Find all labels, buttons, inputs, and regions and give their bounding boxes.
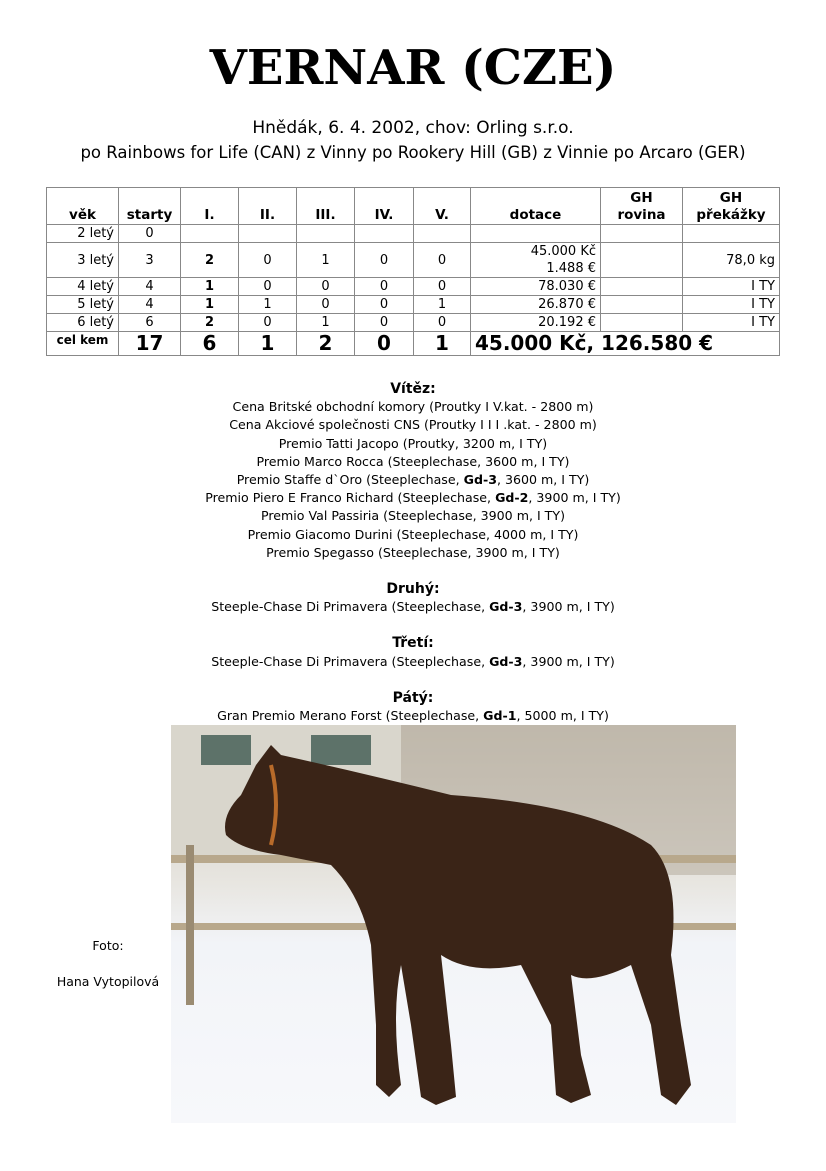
cell-p4: 0 [355, 314, 414, 332]
race-entry [0, 507, 826, 525]
race-entry-pre: Cena Britské obchodní komory (Proutky I V.kat. - 2800 m) [232, 399, 594, 415]
cell-gh_flat [601, 225, 683, 243]
cell-age: 2 letý [47, 225, 119, 243]
race-entry-bold: Gd-1 [483, 708, 517, 724]
horse-photo [171, 725, 736, 1123]
race-entry [0, 544, 826, 562]
total-label: cel kem [47, 332, 119, 356]
cell-starts: 6 [119, 314, 181, 332]
column-header: I. [181, 188, 239, 225]
cell-prize [471, 225, 601, 243]
table-row [47, 225, 780, 243]
cell-p3: 1 [297, 243, 355, 278]
cell-p4: 0 [355, 296, 414, 314]
race-entry-pre: Premio Spegasso (Steeplechase, 3900 m, I TY) [266, 544, 560, 560]
section-heading: Druhý: [386, 581, 440, 598]
cell-age: 5 letý [47, 296, 119, 314]
race-entry [0, 653, 826, 671]
race-entry-bold: Gd-3 [489, 599, 523, 615]
column-header: GH překážky [683, 188, 780, 225]
total-p3: 2 [297, 332, 355, 356]
total-row [47, 332, 780, 356]
result-section [0, 580, 826, 616]
table-row [47, 278, 780, 296]
total-prize: 45.000 Kč, 126.580 € [471, 332, 780, 356]
column-header: starty [119, 188, 181, 225]
cell-gh_flat [601, 278, 683, 296]
column-header: IV. [355, 188, 414, 225]
total-p1: 6 [181, 332, 239, 356]
race-entry-pre: Premio Piero E Franco Richard (Steeplechase, [205, 490, 496, 506]
total-p2: 1 [239, 332, 297, 356]
cell-p3 [297, 225, 355, 243]
cell-age: 6 letý [47, 314, 119, 332]
cell-p1: 1 [181, 278, 239, 296]
race-entry-pre: Steeple-Chase Di Primavera (Steeplechase, [211, 653, 490, 669]
column-header: věk [47, 188, 119, 225]
total-p4: 0 [355, 332, 414, 356]
cell-starts: 3 [119, 243, 181, 278]
cell-prize: 45.000 Kč 1.488 € [471, 243, 601, 278]
cell-gh_jump: I TY [683, 278, 780, 296]
column-header: III. [297, 188, 355, 225]
result-section [0, 380, 826, 562]
cell-p5: 0 [414, 278, 471, 296]
photo-author: Hana Vytopilová [56, 974, 160, 989]
column-header: II. [239, 188, 297, 225]
column-header: dotace [471, 188, 601, 225]
horse-info: Hnědák, 6. 4. 2002, chov: Orling s.r.o. [252, 118, 574, 138]
race-entry [0, 526, 826, 544]
cell-p3: 0 [297, 278, 355, 296]
cell-gh_jump [683, 225, 780, 243]
race-entry-post: , 3600 m, I TY) [496, 472, 590, 488]
total-starts: 17 [119, 332, 181, 356]
cell-p5: 1 [414, 296, 471, 314]
race-entry [0, 471, 826, 489]
race-entry-post: , 3900 m, I TY) [528, 490, 621, 506]
race-entry [0, 453, 826, 471]
cell-p3: 0 [297, 296, 355, 314]
cell-p5: 0 [414, 314, 471, 332]
cell-p4 [355, 225, 414, 243]
cell-gh_flat [601, 296, 683, 314]
table-row [47, 314, 780, 332]
cell-p2: 1 [239, 296, 297, 314]
cell-gh_flat [601, 314, 683, 332]
race-entry-pre: Steeple-Chase Di Primavera (Steeplechase, [211, 599, 490, 615]
photo-caption-label: Foto: [92, 938, 124, 953]
column-header: GH rovina [601, 188, 683, 225]
race-entry [0, 416, 826, 434]
cell-prize: 26.870 € [471, 296, 601, 314]
cell-p5: 0 [414, 243, 471, 278]
section-heading: Pátý: [392, 689, 434, 706]
race-entry-pre: Premio Tatti Jacopo (Proutky, 3200 m, I TY) [278, 435, 548, 451]
cell-p2 [239, 225, 297, 243]
table-header-row [47, 188, 780, 225]
race-entry-pre: Premio Marco Rocca (Steeplechase, 3600 m, I TY) [256, 453, 570, 469]
result-section [0, 689, 826, 725]
race-entry-bold: Gd-3 [489, 653, 523, 669]
pedigree: po Rainbows for Life (CAN) z Vinny po Rookery Hill (GB) z Vinnie po Arcaro (GER) [80, 143, 746, 162]
cell-p3: 1 [297, 314, 355, 332]
cell-age: 3 letý [47, 243, 119, 278]
cell-p4: 0 [355, 278, 414, 296]
race-entry-post: , 3900 m, I TY) [522, 599, 615, 615]
cell-p1: 2 [181, 243, 239, 278]
race-entry [0, 435, 826, 453]
cell-gh_jump: I TY [683, 296, 780, 314]
column-header: V. [414, 188, 471, 225]
total-p5: 1 [414, 332, 471, 356]
cell-starts: 4 [119, 278, 181, 296]
cell-age: 4 letý [47, 278, 119, 296]
race-entry-bold: Gd-3 [463, 472, 497, 488]
table-row [47, 243, 780, 278]
race-entry [0, 398, 826, 416]
race-entry-post: , 3900 m, I TY) [522, 653, 615, 669]
cell-p2: 0 [239, 243, 297, 278]
race-entry-pre: Premio Staffe d`Oro (Steeplechase, [236, 472, 464, 488]
race-entry-post: , 5000 m, I TY) [516, 708, 609, 724]
cell-p1: 1 [181, 296, 239, 314]
cell-p2: 0 [239, 314, 297, 332]
race-results [0, 380, 826, 725]
race-entry-pre: Premio Giacomo Durini (Steeplechase, 4000 m, I TY) [247, 526, 579, 542]
race-entry [0, 707, 826, 725]
cell-gh_flat [601, 243, 683, 278]
cell-starts: 0 [119, 225, 181, 243]
race-entry [0, 598, 826, 616]
result-section [0, 634, 826, 670]
horse-name-title: VERNAR (CZE) [209, 40, 617, 96]
cell-prize: 20.192 € [471, 314, 601, 332]
cell-prize: 78.030 € [471, 278, 601, 296]
race-entry-pre: Premio Val Passiria (Steeplechase, 3900 m, I TY) [261, 508, 565, 524]
section-heading: Třetí: [392, 635, 434, 652]
cell-starts: 4 [119, 296, 181, 314]
cell-p1: 2 [181, 314, 239, 332]
race-entry-pre: Cena Akciové společnosti CNS (Proutky I I I .kat. - 2800 m) [229, 417, 597, 433]
table-row [47, 296, 780, 314]
cell-gh_jump: 78,0 kg [683, 243, 780, 278]
cell-p2: 0 [239, 278, 297, 296]
race-stats-table [46, 187, 780, 356]
cell-p4: 0 [355, 243, 414, 278]
cell-gh_jump: I TY [683, 314, 780, 332]
section-heading: Vítěz: [390, 381, 436, 397]
cell-p1 [181, 225, 239, 243]
race-entry-bold: Gd-2 [495, 490, 529, 506]
race-entry-pre: Gran Premio Merano Forst (Steeplechase, [217, 708, 484, 724]
race-entry [0, 489, 826, 507]
cell-p5 [414, 225, 471, 243]
